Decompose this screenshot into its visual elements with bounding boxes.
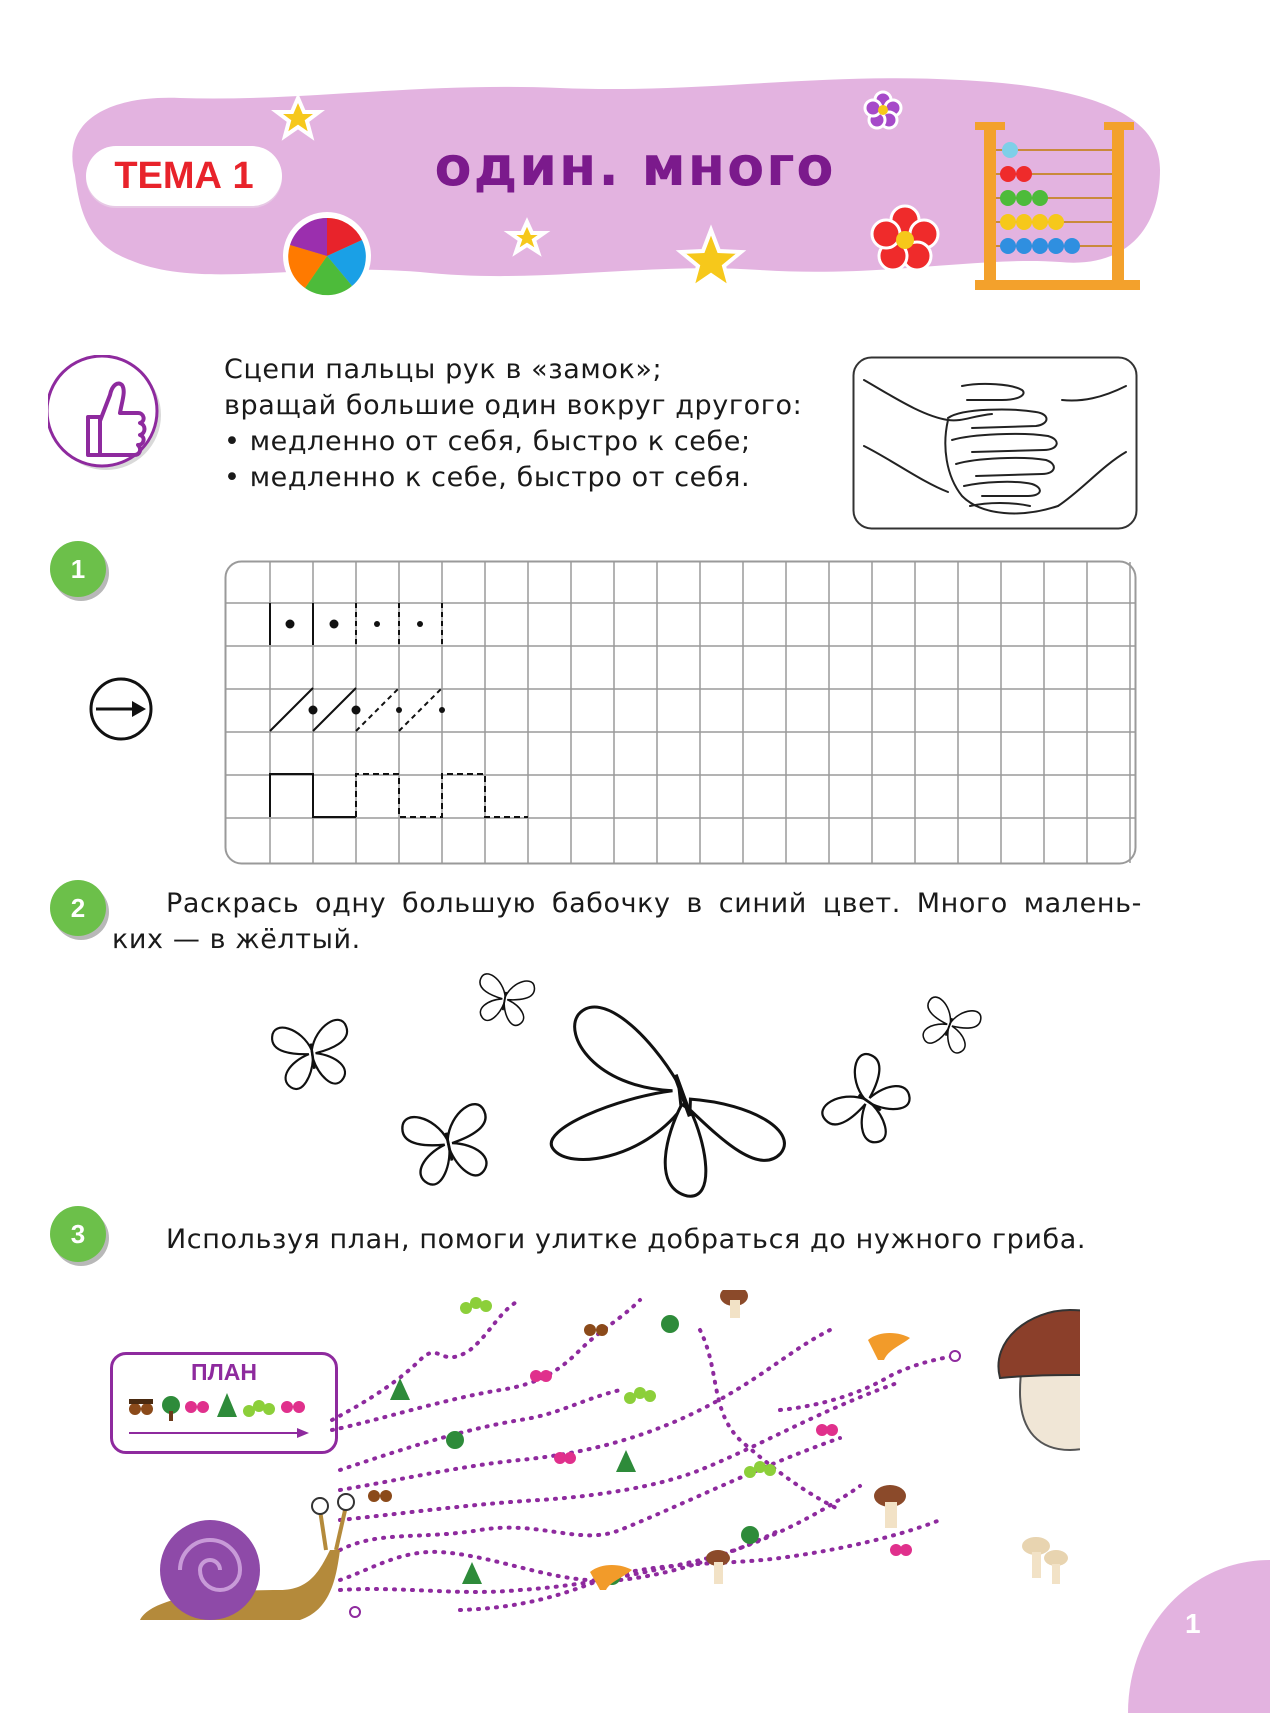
page-title: один. много xyxy=(434,135,836,198)
hands-illustration xyxy=(852,356,1138,530)
task2-line: ких — в жёлтый. xyxy=(112,924,361,955)
butterflies-illustration[interactable] xyxy=(0,960,1270,1210)
instruction-line: • медленно от себя, быстро к себе; xyxy=(224,426,751,457)
instruction-line: Сцепи пальцы рук в «замок»; xyxy=(224,354,663,385)
instruction-line: • медленно к себе, быстро от себя. xyxy=(224,462,751,493)
small-butterfly xyxy=(271,1019,355,1092)
small-butterfly xyxy=(916,995,983,1057)
task-number-badge: 1 xyxy=(50,541,106,597)
page-number: 1 xyxy=(1185,1608,1201,1639)
task2-line: Раскрась одну большую бабочку в синий цвет. Много малень- xyxy=(166,888,1142,919)
mushroom-icon xyxy=(590,1290,1068,1590)
small-butterfly xyxy=(400,1102,497,1188)
task-number-badge: 2 xyxy=(50,880,106,936)
instruction-line: вращай большие один вокруг другого: xyxy=(224,390,803,421)
thumbs-up-icon xyxy=(48,355,168,480)
tree-icon xyxy=(446,1315,759,1585)
theme-badge: ТЕМА 1 xyxy=(86,146,282,206)
porcini-mushroom-icon xyxy=(998,1310,1080,1450)
small-butterfly xyxy=(818,1050,918,1154)
drawing-grid[interactable] xyxy=(224,560,1140,868)
arrow-right-icon xyxy=(88,676,158,746)
small-butterfly xyxy=(474,973,536,1028)
plan-title: ПЛАН xyxy=(191,1359,257,1385)
ball-icon xyxy=(283,212,371,300)
task3-text: Используя план, помоги улитке добраться до нужного гриба. xyxy=(166,1224,1087,1255)
maze-illustration[interactable] xyxy=(140,1290,1080,1620)
large-butterfly xyxy=(511,960,791,1210)
task2-text xyxy=(112,886,1142,958)
finger-exercise-text xyxy=(224,352,844,496)
task-number-badge: 3 xyxy=(50,1206,106,1262)
snail-icon xyxy=(140,1494,354,1620)
